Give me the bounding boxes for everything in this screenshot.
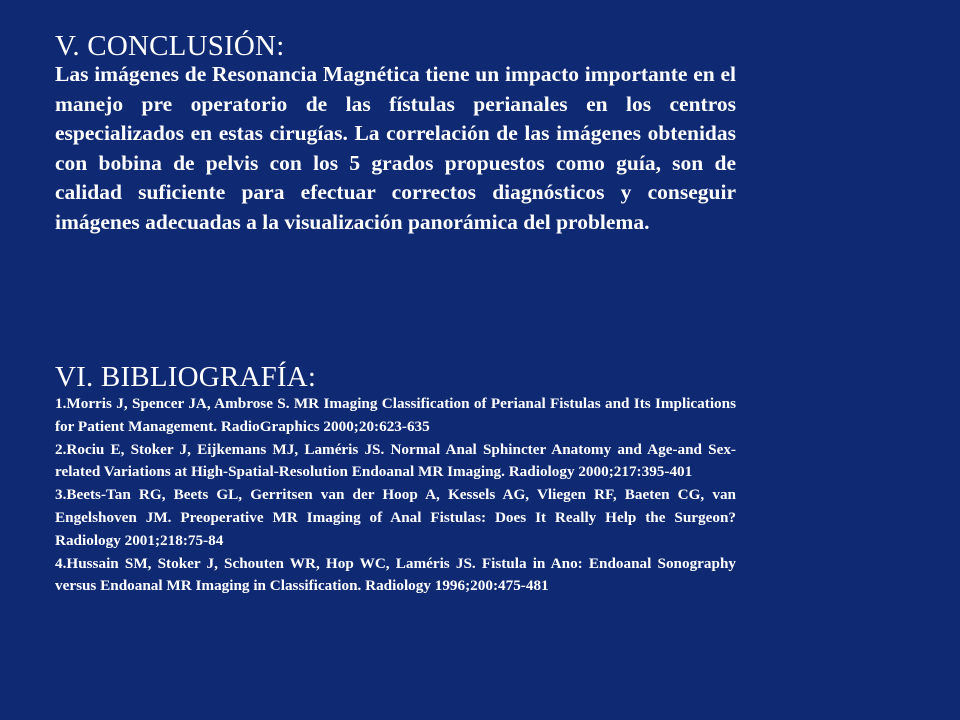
bibliography-entry-2: 2.Rociu E, Stoker J, Eijkemans MJ, Laméris JS. Normal Anal Sphincter Anatomy and Age-and Sex-related Variations at High-Spatial-Resolution Endoanal MR Imaging. Radiology 2000;217:395-401 [55,440,736,481]
bibliography-entry-1: 1.Morris J, Spencer JA, Ambrose S. MR Imaging Classification of Perianal Fistulas and Its Implications for Patient Management. RadioGraphics 2000;20:623-635 [55,395,736,435]
conclusion-paragraph: Las imágenes de Resonancia Magnética tiene un impacto importante en el manejo pre operatorio de las fístulas perianales en los centros especializados en estas cirugías. La correlación de las imágenes obtenidas con bobina de pelvis con los 5 grados propuestos como guía, son de calidad suficiente para efectuar correctos diagnósticos y conseguir imágenes adecuadas a la visualización panorámica del problema. [55,62,736,234]
conclusion-heading: V. CONCLUSIÓN: [55,30,285,62]
bibliography-heading: VI. BIBLIOGRAFÍA: [55,361,317,393]
bibliography-entry-4: 4.Hussain SM, Stoker J, Schouten WR, Hop WC, Laméris JS. Fistula in Ano: Endoanal Sonography versus Endoanal MR Imaging in Classification. Radiology 1996;200:475-481 [55,554,736,595]
bibliography-entry-3: 3.Beets-Tan RG, Beets GL, Gerritsen van der Hoop A, Kessels AG, Vliegen RF, Baeten CG, van Engelshoven JM. Preoperative MR Imaging of Anal Fistulas: Does It Really Help the Surgeon? Radiology 2001;218:75-84 [55,486,736,549]
bibliography-list [55,393,736,598]
